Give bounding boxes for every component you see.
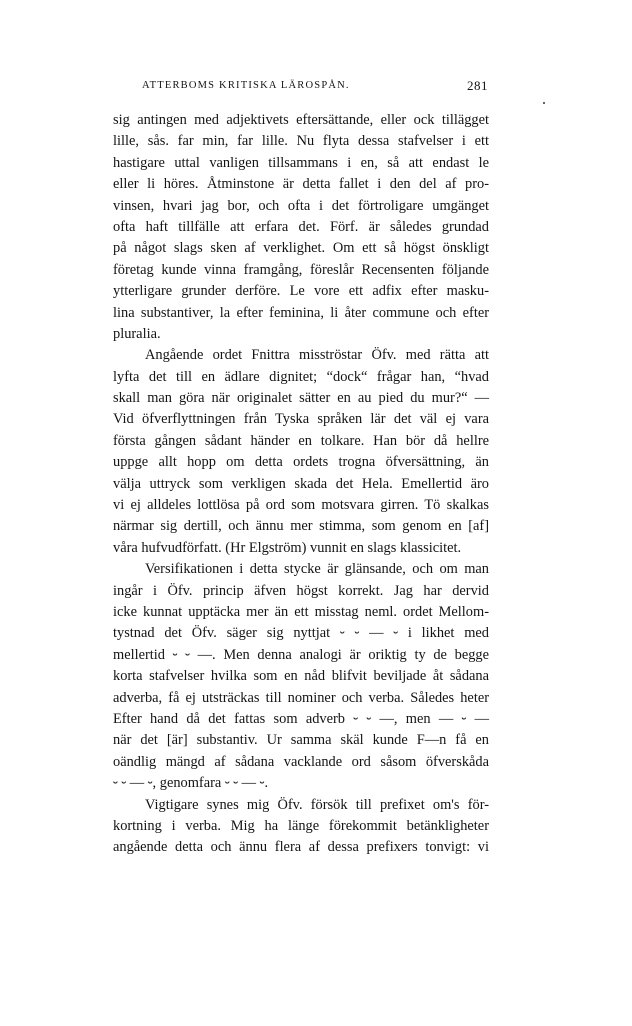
print-speck bbox=[543, 102, 545, 104]
text-line: när det [är] substantiv. Ur samma skäl kunde F—n få en bbox=[113, 732, 489, 749]
text-line: våra hufvudförfatt. (Hr Elgström) vunnit en slags klassicitet. bbox=[113, 539, 462, 556]
text-line: tystnad det Öfv. säger sig nyttjat ⏑ ⏑ — ⏑ i likhet med bbox=[113, 625, 489, 642]
text-line: icke kunnat upptäcka mer än ett misstag neml. ordet Mellom- bbox=[113, 603, 489, 620]
text-line: lyfta det till en ädlare dignitet; “dock“ frågar han, “hvad bbox=[113, 368, 489, 385]
text-line: oändlig mängd af sådana vacklande ord såsom öfverskåda bbox=[113, 753, 489, 770]
text-line: skall man göra när originalet sätter en au pied du mur?“ — bbox=[113, 390, 489, 407]
text-line: på något slags sken af verklighet. Om ett så högst önskligt bbox=[113, 240, 489, 257]
text-line: vinsen, hvari jag bor, och ofta i det förtroligare umgänget bbox=[113, 197, 489, 214]
text-line: ingår i Öfv. princip äfven högst korrekt. Jag har dervid bbox=[113, 582, 489, 599]
page-number: 281 bbox=[467, 78, 488, 93]
text-line: ytterligare grunder derföre. Le vore ett adfix efter masku- bbox=[113, 283, 489, 300]
text-line: närmar sig dertill, och ännu mer stimma, som genom en [af] bbox=[113, 518, 489, 535]
text-line: vi ej alldeles lottlösa på ord som motsvara girren. Tö skalkas bbox=[113, 497, 489, 514]
text-line: adverba, få ej utsträckas till nominer och verba. Således heter bbox=[113, 689, 489, 706]
text-line: första gången sådant händer en tolkare. Han bör då hellre bbox=[113, 432, 489, 449]
text-line: välja uttryck som verkligen skada det Hela. Emellertid äro bbox=[113, 475, 489, 492]
text-line: sig antingen med adjektivets eftersättande, eller ock tillägget bbox=[113, 112, 489, 128]
text-line: kortning i verba. Mig ha länge förekommit betänkligheter bbox=[113, 817, 489, 834]
text-line: lille, sås. far min, far lille. Nu flyta dessa stafvelser i ett bbox=[113, 133, 489, 150]
text-line: lina substantiver, la efter feminina, li åter commune och efter bbox=[113, 304, 489, 321]
text-line: Vigtigare synes mig Öfv. försök till prefixet om's för- bbox=[145, 796, 489, 813]
body-text bbox=[113, 110, 489, 859]
text-line: mellertid ⏑ ⏑ —. Men denna analogi är oriktig ty de begge bbox=[113, 646, 489, 663]
text-line: Vid öfverflyttningen från Tyska språken lär det väl ej vara bbox=[113, 411, 489, 428]
text-line: hastigare uttal vanligen tillsammans i en, så att endast le bbox=[113, 154, 489, 171]
page-header bbox=[112, 80, 488, 100]
text-line: angående detta och ännu flera af dessa prefixers tonvigt: vi bbox=[113, 839, 489, 856]
text-line: ⏑ ⏑ — ⏑, genomfara ⏑ ⏑ — ⏑. bbox=[113, 775, 269, 792]
text-line: korta stafvelser hvilka som en nåd blifvit beviljade åt sådana bbox=[113, 668, 489, 685]
text-line: uppge allt hopp om detta ordets trogna öfversättning, än bbox=[113, 454, 489, 471]
running-head: ATTERBOMS KRITISKA LÄROSPÅN. bbox=[142, 80, 350, 91]
text-line: ofta haft tillfälle att erfara det. Förf. är således grundad bbox=[113, 218, 489, 235]
text-line: Angående ordet Fnittra misströstar Öfv. med rätta att bbox=[145, 347, 489, 364]
text-line: Versifikationen i detta stycke är glänsande, och om man bbox=[145, 561, 489, 578]
text-line: pluralia. bbox=[113, 325, 161, 342]
text-line: eller li höres. Åtminstone är detta fallet i den del af pro- bbox=[113, 176, 489, 193]
text-line: företag kunde vinna framgång, föreslår Recensenten följande bbox=[113, 261, 489, 278]
text-line: Efter hand då det fattas som adverb ⏑ ⏑ —, men — ⏑ — bbox=[113, 710, 489, 727]
